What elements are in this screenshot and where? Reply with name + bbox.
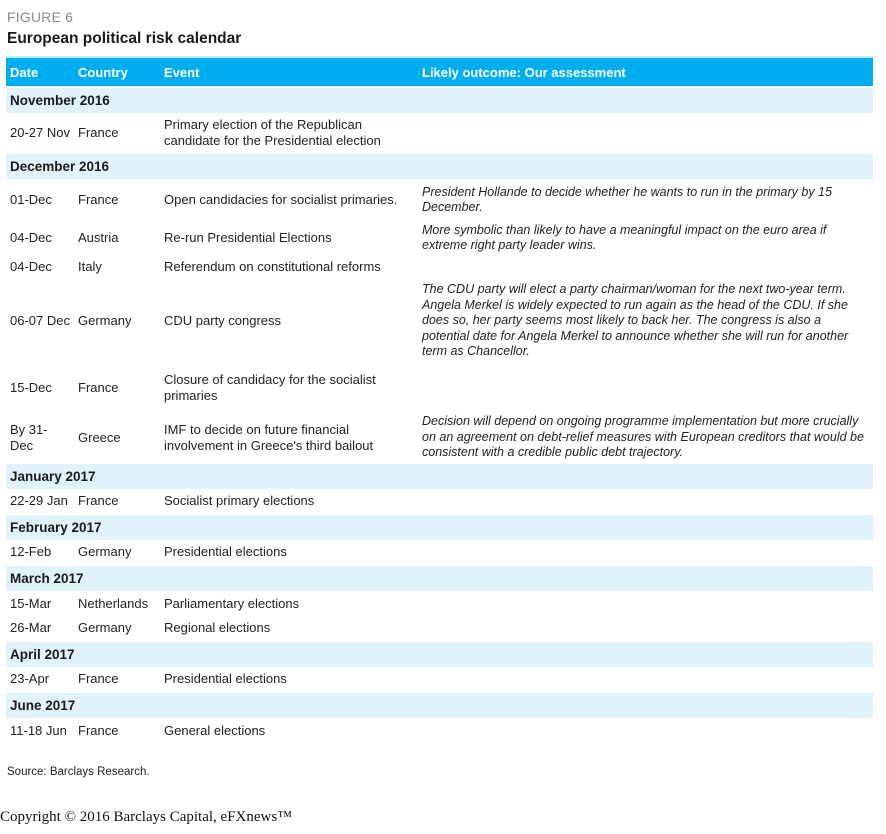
event-date: 11-18 Jun — [10, 722, 67, 738]
month-label: December 2016 — [10, 159, 110, 174]
event-description: Re-run Presidential Elections — [164, 230, 332, 245]
column-header-date: Date — [10, 64, 39, 80]
event-outcome — [418, 667, 873, 692]
table-body — [6, 87, 873, 743]
event-row — [6, 616, 873, 641]
event-row — [6, 591, 873, 616]
month-section-row — [6, 692, 873, 718]
column-header-outcome: Likely outcome: Our assessment — [422, 64, 626, 80]
event-description: CDU party congress — [164, 313, 282, 328]
column-header-event: Event — [164, 64, 200, 80]
event-country: France — [78, 493, 119, 508]
event-row — [6, 113, 873, 153]
event-date: 12-Feb — [10, 544, 52, 559]
month-label: March 2017 — [10, 571, 84, 586]
event-outcome — [418, 591, 873, 616]
month-label: February 2017 — [10, 520, 102, 535]
event-description: Primary election of the Republican candidate for the Presidential election — [164, 116, 381, 148]
event-outcome: More symbolic than likely to have a meaningful impact on the euro area if extreme right party leader wins. — [422, 222, 827, 252]
figure-title: European political risk calendar — [7, 30, 242, 47]
event-country: France — [78, 124, 119, 140]
month-section-row — [6, 463, 873, 489]
month-section-row — [6, 153, 873, 179]
event-description: Open candidacies for socialist primaries. — [164, 192, 398, 207]
event-date: 20-27 Nov — [10, 124, 70, 140]
event-outcome — [418, 113, 873, 153]
event-description: General elections — [164, 722, 266, 738]
event-outcome: Decision will depend on ongoing programme implementation but more crucially on an agreement on debt-relief measures with European creditors that would be consistent with a credible public debt trajectory. — [422, 414, 864, 460]
event-outcome — [418, 718, 873, 743]
month-label: November 2016 — [10, 93, 110, 108]
event-country: France — [78, 722, 119, 738]
event-outcome — [418, 255, 873, 279]
event-date: 26-Mar — [10, 620, 52, 635]
event-description: Referendum on constitutional reforms — [164, 259, 381, 274]
event-description: Parliamentary elections — [164, 595, 300, 611]
event-row — [6, 363, 873, 413]
header-row — [6, 57, 873, 87]
event-date: 15-Dec — [10, 380, 52, 395]
event-outcome: The CDU party will elect a party chairman/woman for the next two-year term. Angela Merkel is widely expected to run again as the head of the CDU. If she does so, her party seems most likely to back her. The congress is also a potential date for Angela Merkel to announce whether she will run for another term as Chancellor. — [422, 282, 849, 359]
event-country: Greece — [78, 429, 121, 445]
event-outcome: President Hollande to decide whether he wants to run in the primary by 15 December. — [422, 184, 832, 214]
event-date: 04-Dec — [10, 230, 52, 245]
event-row — [6, 279, 873, 363]
event-row — [6, 179, 873, 221]
event-country: Italy — [78, 259, 102, 274]
column-header-country: Country — [78, 64, 128, 80]
month-section-row — [6, 514, 873, 540]
copyright-notice: Copyright © 2016 Barclays Capital, eFXnews™ — [0, 809, 292, 825]
event-row — [6, 667, 873, 692]
event-date: 23-Apr — [10, 671, 50, 686]
event-country: France — [78, 671, 119, 686]
event-country: Germany — [78, 620, 132, 635]
event-country: Germany — [78, 313, 132, 328]
event-country: Austria — [78, 230, 119, 245]
event-description: Closure of candidacy for the socialist primaries — [164, 372, 376, 403]
event-description: IMF to decide on future financial involvement in Greece's third bailout — [164, 421, 374, 453]
event-outcome — [418, 616, 873, 641]
event-date: 22-29 Jan — [10, 493, 68, 508]
event-date: 06-07 Dec — [10, 313, 70, 328]
event-country: France — [78, 380, 119, 395]
event-outcome — [418, 489, 873, 514]
event-outcome — [418, 540, 873, 565]
month-section-row — [6, 565, 873, 591]
event-row — [6, 413, 873, 463]
event-description: Regional elections — [164, 620, 271, 635]
event-description: Presidential elections — [164, 671, 287, 686]
event-description: Socialist primary elections — [164, 493, 315, 508]
event-row — [6, 221, 873, 255]
political-risk-calendar-table — [6, 56, 873, 743]
month-label: June 2017 — [10, 698, 76, 713]
event-row — [6, 718, 873, 743]
event-country: Netherlands — [78, 595, 149, 611]
month-label: January 2017 — [10, 469, 96, 484]
event-outcome — [418, 363, 873, 413]
month-label: April 2017 — [10, 647, 75, 662]
event-date: By 31-Dec — [10, 421, 48, 453]
event-row — [6, 489, 873, 514]
month-section-row — [6, 87, 873, 113]
event-date: 01-Dec — [10, 192, 52, 207]
event-country: France — [78, 192, 119, 207]
event-date: 04-Dec — [10, 259, 52, 274]
event-row — [6, 255, 873, 279]
event-description: Presidential elections — [164, 544, 287, 559]
table-header — [6, 57, 873, 87]
event-row — [6, 540, 873, 565]
event-date: 15-Mar — [10, 595, 52, 611]
source-note: Source: Barclays Research. — [7, 766, 150, 778]
figure-label: FIGURE 6 — [7, 9, 74, 25]
event-country: Germany — [78, 544, 132, 559]
month-section-row — [6, 641, 873, 667]
